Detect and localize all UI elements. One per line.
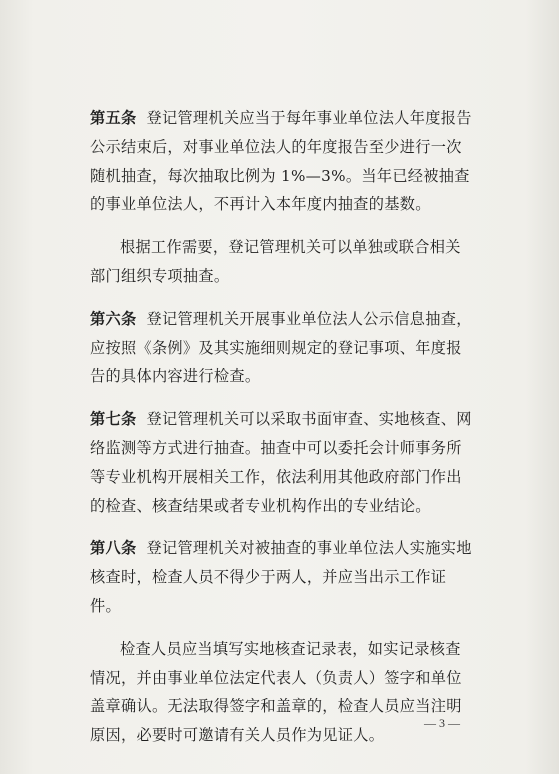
article-text: 登记管理机关对被抽查的事业单位法人实施实地核查时，检查人员不得少于两人，并应当出示工作证件。 <box>90 539 472 615</box>
article-heading: 第六条 <box>90 309 137 328</box>
article-heading: 第八条 <box>90 539 137 558</box>
page-number: — 3 — <box>424 716 460 730</box>
article-heading: 第五条 <box>90 109 137 127</box>
article-text: 登记管理机关可以采取书面审查、实地核查、网络监测等方式进行抽查。抽查中可以委托会计师事务所等专业机构开展相关工作，依法利用其他政府部门作出的检查、核查结果或者专业机构作出的专业结论。 <box>90 410 472 515</box>
article-text: 登记管理机关应当于每年事业单位法人年度报告公示结束后，对事业单位法人的年度报告至少进行一次随机抽查，每次抽取比例为 1%—3%。当年已经被抽查的事业单位法人，不再计入本年度内抽查的基数。 <box>90 109 472 214</box>
regulation-body <box>90 104 472 764</box>
article-6-paragraph <box>90 305 472 391</box>
article-5-paragraph <box>90 104 472 219</box>
article-heading: 第七条 <box>90 410 137 429</box>
special-inspection-paragraph <box>90 233 472 291</box>
paragraph-text: 根据工作需要，登记管理机关可以单独或联合相关部门组织专项抽查。 <box>90 238 461 285</box>
article-8-paragraph <box>90 534 472 620</box>
paragraph-text: 检查人员应当填写实地核查记录表，如实记录核查情况，并由事业单位法定代表人（负责人）签字和单位盖章确认。无法取得签字和盖章的，检查人员应当注明原因，必要时可邀请有关人员作为见证人。 <box>90 639 462 745</box>
inspection-record-paragraph <box>90 635 472 750</box>
article-text: 登记管理机关开展事业单位法人公示信息抽查，应按照《条例》及其实施细则规定的登记事项、年度报告的具体内容进行检查。 <box>90 309 472 386</box>
article-7-paragraph <box>90 405 472 520</box>
